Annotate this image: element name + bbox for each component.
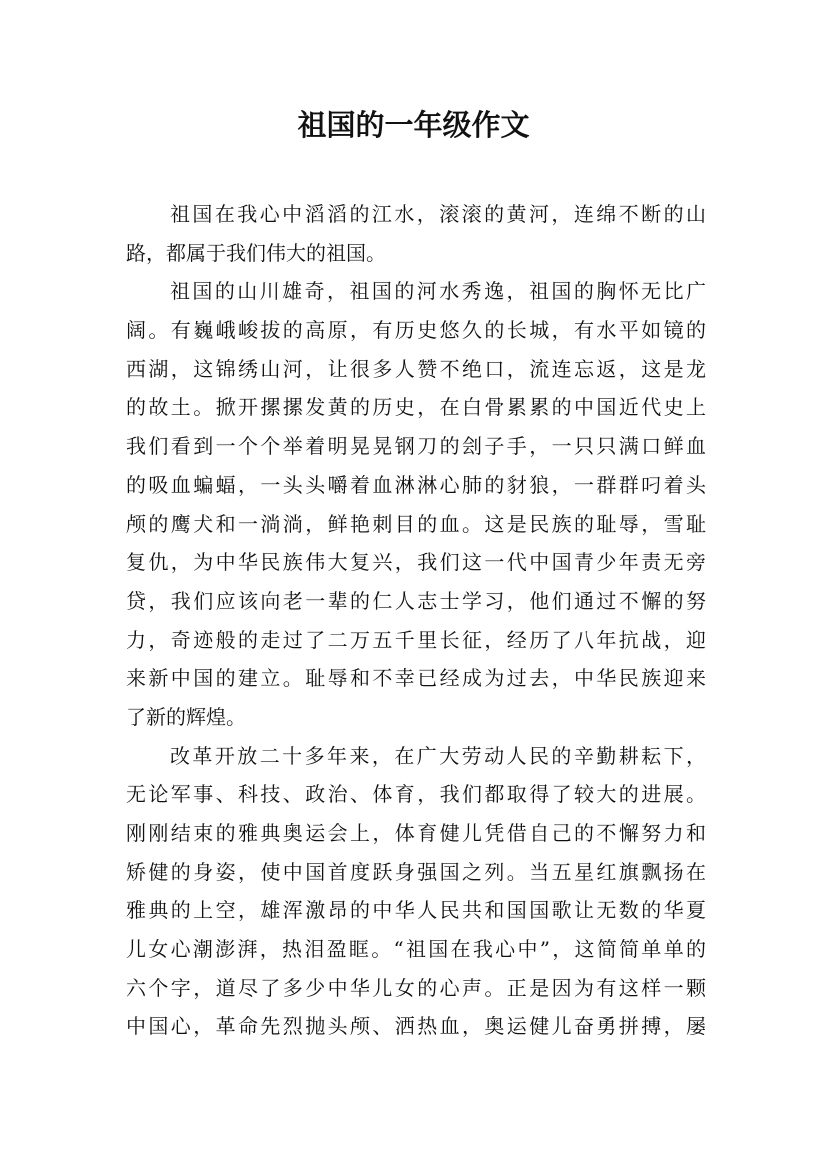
text-line: 来新中国的建立。耻辱和不幸已经成为过去，中华民族迎来 (126, 666, 706, 691)
text-line: 改革开放二十多年来，在广大劳动人民的辛勤耕耘下， (170, 743, 706, 768)
text-line: 刚刚结束的雅典奥运会上，体育健儿凭借自己的不懈努力和 (126, 821, 706, 845)
text-line: 雅典的上空，雄浑激昂的中华人民共和国国歌让无数的华夏 (126, 898, 706, 923)
text-line: 无论军事、科技、政治、体育，我们都取得了较大的进展。 (126, 782, 706, 807)
text-line: 中国心，革命先烈抛头颅、洒热血，奥运健儿奋勇拼搏，屡 (126, 1014, 706, 1039)
text-line: 祖国在我心中滔滔的江水，滚滚的黄河，连绵不断的山 (170, 202, 706, 226)
text-line: 的吸血蝙蝠，一头头嚼着血淋淋心肺的豺狼，一群群叼着头 (126, 472, 706, 497)
text-line: 了新的辉煌。 (126, 704, 246, 729)
text-line: 复仇，为中华民族伟大复兴，我们这一代中国青少年责无旁 (126, 550, 706, 575)
page-title: 祖国的一年级作文 (297, 108, 530, 142)
text-line: 颅的鹰犬和一淌淌，鲜艳刺目的血。这是民族的耻辱，雪耻 (126, 511, 706, 536)
essay-body (126, 195, 706, 1046)
text-line: 力，奇迹般的走过了二万五千里长征，经历了八年抗战，迎 (126, 627, 706, 652)
text-line: 贷，我们应该向老一辈的仁人志士学习，他们通过不懈的努 (126, 588, 706, 613)
text-line: 我们看到一个个举着明晃晃钢刀的刽子手，一只只满口鲜血 (126, 434, 706, 459)
text-line: 的故土。掀开摞摞发黄的历史，在白骨累累的中国近代史上 (126, 395, 706, 420)
text-line: 祖国的山川雄奇，祖国的河水秀逸，祖国的胸怀无比广 (170, 279, 706, 304)
text-line: 矫健的身姿，使中国首度跃身强国之列。当五星红旗飘扬在 (126, 859, 706, 884)
text-line: 六个字，道尽了多少中华儿女的心声。正是因为有这样一颗 (126, 975, 706, 1000)
text-line: 阔。有巍峨峻拔的高原，有历史悠久的长城，有水平如镜的 (126, 318, 706, 343)
text-line: 儿女心潮澎湃，热泪盈眶。“祖国在我心中”，这简简单单的 (126, 937, 706, 962)
text-line: 西湖，这锦绣山河，让很多人赞不绝口，流连忘返，这是龙 (126, 356, 706, 381)
text-line: 路，都属于我们伟大的祖国。 (126, 240, 386, 265)
